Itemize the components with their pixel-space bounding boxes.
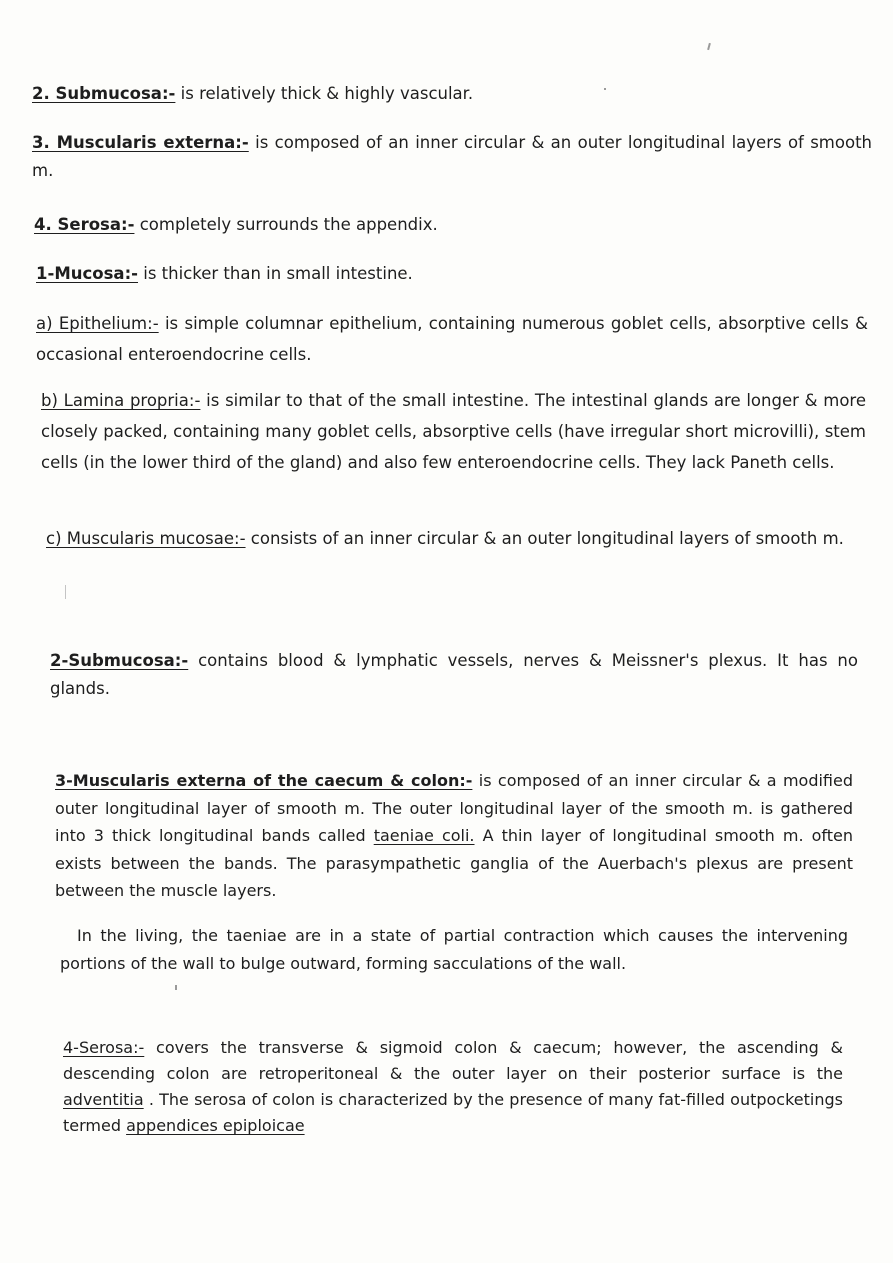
body-text: is composed of an inner circular & an outer longitudinal layers of smooth m.	[32, 133, 872, 180]
heading-lamina-propria: b) Lamina propria:-	[41, 391, 201, 410]
body-text: is thicker than in small intestine.	[138, 264, 413, 283]
scan-mark	[604, 88, 606, 90]
scan-mark	[707, 43, 711, 50]
paragraph-submucosa-appendix	[32, 80, 862, 108]
heading-muscularis-externa: 3. Muscularis externa:-	[32, 133, 249, 152]
heading-epithelium: a) Epithelium:-	[36, 314, 159, 333]
paragraph-serosa-colon	[63, 1035, 843, 1139]
body-text: contains blood & lymphatic vessels, nerves & Meissner's plexus. It has no glands.	[50, 651, 858, 698]
paragraph-taeniae-living	[60, 922, 848, 977]
paragraph-muscularis-externa-appendix	[32, 129, 872, 185]
body-text: . The serosa of colon is characterized by the presence of many fat-filled outpocketings termed	[63, 1090, 843, 1135]
heading-submucosa: 2. Submucosa:-	[32, 84, 176, 103]
heading-muscularis-mucosae: c) Muscularis mucosae:-	[46, 529, 246, 548]
heading-submucosa-colon: 2-Submucosa:-	[50, 651, 189, 670]
body-text: is similar to that of the small intestine. The intestinal glands are longer & more closely packed, containing many goblet cells, absorptive cells (have irregular short microvilli), stem cells (in the lower third of the gland) and also few enteroendocrine cells. They lack Paneth cells.	[41, 391, 867, 472]
paragraph-muscularis-mucosae	[46, 523, 862, 554]
heading-muscularis-externa-colon: 3-Muscularis externa of the caecum & colon:-	[55, 771, 473, 790]
body-text: In the living, the taeniae are in a state of partial contraction which causes the intervening portions of the wall to bulge outward, forming sacculations of the wall.	[60, 926, 848, 973]
body-text: consists of an inner circular & an outer longitudinal layers of smooth m.	[245, 529, 844, 548]
term-appendices-epiploicae: appendices epiploicae	[126, 1116, 305, 1135]
scan-mark	[65, 585, 66, 599]
body-text: is simple columnar epithelium, containing numerous goblet cells, absorptive cells & occasional enteroendocrine cells.	[36, 314, 868, 364]
heading-serosa: 4. Serosa:-	[34, 215, 135, 234]
paragraph-lamina-propria	[41, 385, 866, 478]
term-adventitia: adventitia	[63, 1090, 144, 1109]
body-text: covers the transverse & sigmoid colon & caecum; however, the ascending & descending colon are retroperitoneal & the outer layer on their posterior surface is the	[63, 1038, 843, 1083]
paragraph-serosa-appendix	[34, 211, 864, 239]
paragraph-submucosa-colon	[50, 647, 858, 703]
paragraph-epithelium	[36, 308, 868, 370]
heading-serosa-colon: 4-Serosa:-	[63, 1038, 145, 1057]
body-text: is relatively thick & highly vascular.	[175, 84, 474, 103]
paragraph-muscularis-externa-colon	[55, 767, 853, 905]
body-text: completely surrounds the appendix.	[134, 215, 438, 234]
term-taeniae-coli: taeniae coli.	[373, 826, 475, 845]
heading-mucosa: 1-Mucosa:-	[36, 264, 139, 283]
body-text: is composed of an inner circular & a modified outer longitudinal layer of smooth m. The outer longitudinal layer of the smooth m. is gathered into 3 thick longitudinal bands called	[55, 771, 854, 845]
paragraph-mucosa	[36, 260, 866, 288]
body-text: A thin layer of longitudinal smooth m. often exists between the bands. The parasympathetic ganglia of the Auerbach's plexus are present between the muscle layers.	[55, 826, 854, 900]
scan-mark	[175, 985, 177, 990]
